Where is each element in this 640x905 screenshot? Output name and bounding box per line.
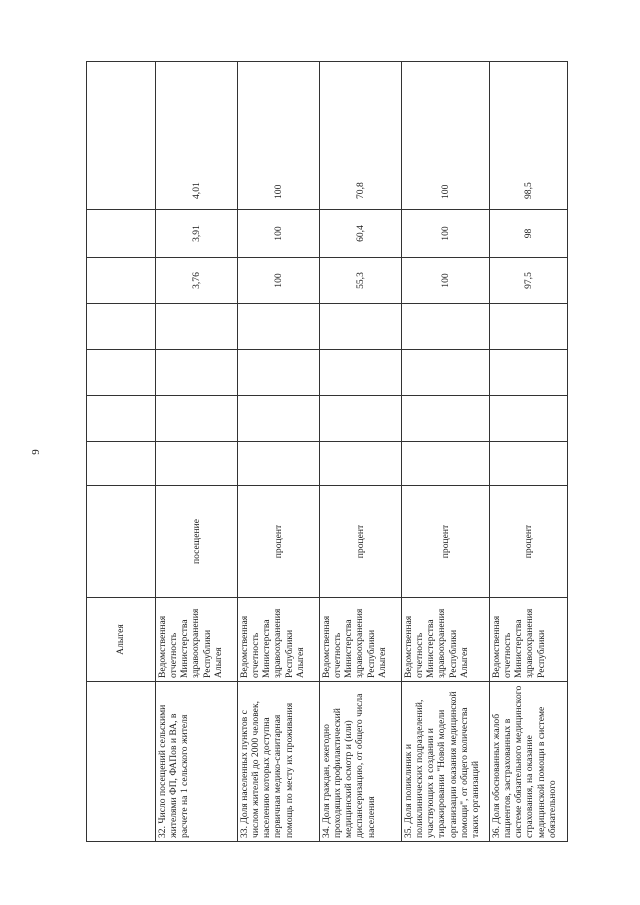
indicator-cell: 34. Доля граждан, ежегодно проходящих профилактический медицинский осмотр и (или) диспансеризацию, от общего числа населения — [320, 682, 402, 842]
value-cell: 100 — [238, 62, 320, 210]
value-cell — [490, 442, 568, 486]
value-cell — [320, 442, 402, 486]
value-cell: 4,01 — [156, 62, 238, 210]
value-cell: 3,76 — [156, 258, 238, 304]
value-cell — [320, 350, 402, 396]
value-cell: 70,8 — [320, 62, 402, 210]
indicator-cell: 36. Доля обоснованных жалоб пациентов, застрахованных в системе обязательного медицинского страхования, на оказание медицинской помощи в системе обязательного — [490, 682, 568, 842]
value-cell — [238, 396, 320, 442]
unit-cell: процент — [490, 486, 568, 598]
value-cell — [156, 304, 238, 350]
value-cell: 100 — [238, 258, 320, 304]
source-cell: Ведомственная отчетность Министерства здравоохранения Республики — [490, 598, 568, 682]
value-cell — [402, 350, 490, 396]
table-row — [320, 62, 402, 842]
unit-cell: процент — [320, 486, 402, 598]
unit-cell: процент — [238, 486, 320, 598]
value-cell — [320, 396, 402, 442]
value-cell: 3,91 — [156, 210, 238, 258]
value-cell: 100 — [238, 210, 320, 258]
indicator-cell: 35. Доля поликлиник и поликлинических подразделений, участвующих в создании и тиражировании "Новой модели организации оказания медицинской помощи", от общего количества таких организаций — [402, 682, 490, 842]
value-cell — [320, 304, 402, 350]
indicator-cell: 32. Число посещений сельскими жителями ФП, ФАПов и ВА, в расчете на 1 сельского жителя — [156, 682, 238, 842]
rotated-table-container — [86, 62, 564, 842]
value-cell — [238, 304, 320, 350]
source-cell: Ведомственная отчетность Министерства здравоохранения Республики Алыгея — [402, 598, 490, 682]
value-cell — [238, 442, 320, 486]
value-cell: 97,5 — [490, 258, 568, 304]
table-row-continuation — [87, 62, 156, 842]
value-cell: 100 — [402, 62, 490, 210]
unit-cell: процент — [402, 486, 490, 598]
source-cell: Ведомственная отчетность Министерства здравоохранения Республики Алыгея — [156, 598, 238, 682]
table-row — [402, 62, 490, 842]
indicator-cell: 33. Доля населенных пунктов с числом жителей до 2000 человек, населению которых доступна первичная медико-санитарная помощь по месту их проживания — [238, 682, 320, 842]
source-cell: Ведомственная отчетность Министерства здравоохранения Республики Алыгея — [320, 598, 402, 682]
continuation-cell: Алыгея — [87, 598, 156, 682]
value-cell — [156, 350, 238, 396]
value-cell — [402, 442, 490, 486]
value-cell — [238, 350, 320, 396]
value-cell — [402, 396, 490, 442]
value-cell — [490, 396, 568, 442]
value-cell: 55,3 — [320, 258, 402, 304]
page-number: 9 — [30, 449, 42, 455]
value-cell: 60,4 — [320, 210, 402, 258]
value-cell: 98 — [490, 210, 568, 258]
value-cell: 100 — [402, 258, 490, 304]
table-row — [238, 62, 320, 842]
indicators-table — [86, 61, 568, 842]
value-cell — [156, 442, 238, 486]
value-cell — [490, 304, 568, 350]
source-cell: Ведомственная отчетность Министерства здравоохранения Республики Алыгея — [238, 598, 320, 682]
value-cell: 98,5 — [490, 62, 568, 210]
value-cell — [490, 350, 568, 396]
table-row — [490, 62, 568, 842]
unit-cell: посещение — [156, 486, 238, 598]
table-row — [156, 62, 238, 842]
value-cell — [156, 396, 238, 442]
value-cell: 100 — [402, 210, 490, 258]
value-cell — [402, 304, 490, 350]
